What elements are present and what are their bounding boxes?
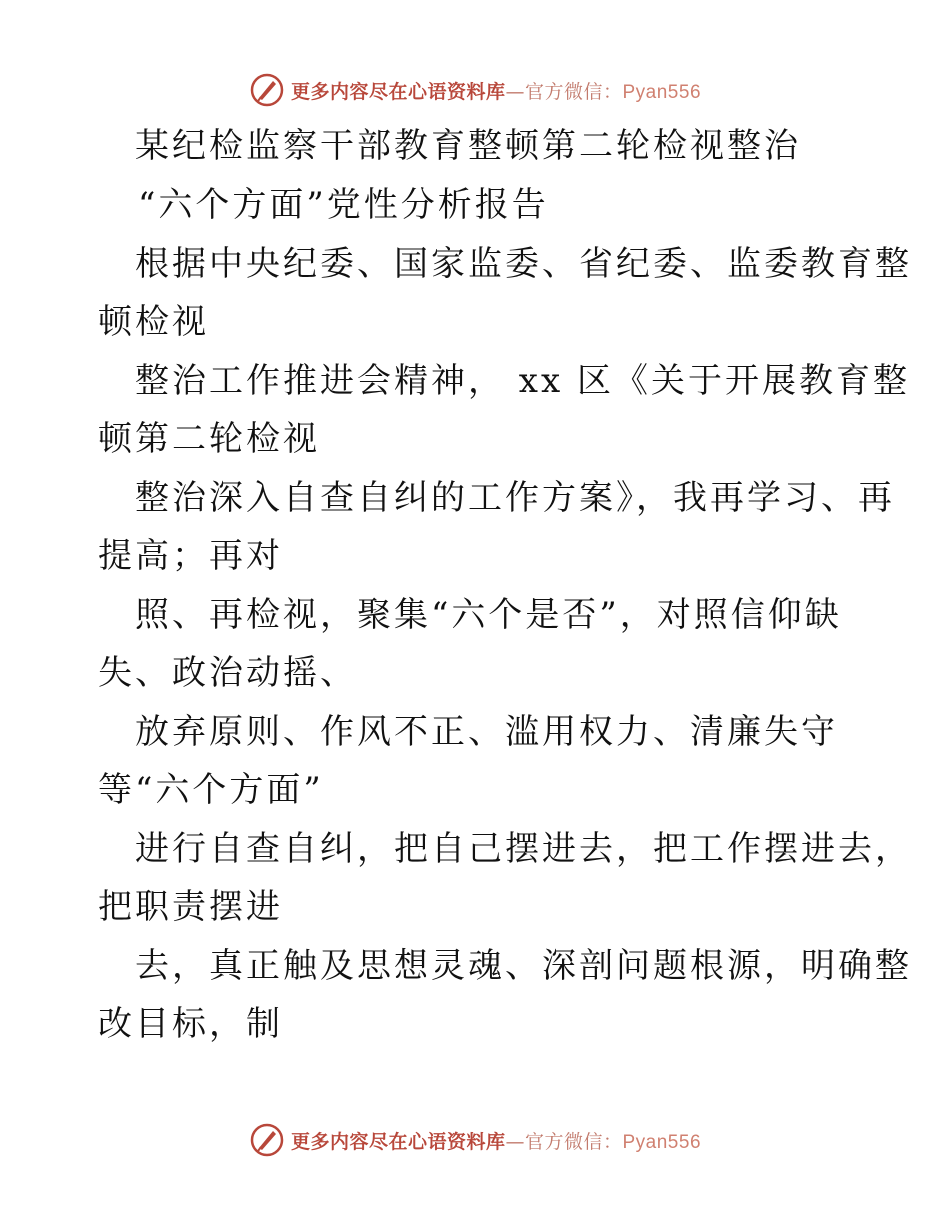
footer-watermark	[0, 1120, 950, 1160]
body-line: 根据中央纪委、国家监委、省纪委、监委教育整	[135, 244, 912, 284]
body-line: 放弃原则、作风不正、滥用权力、清廉失守	[135, 712, 838, 752]
watermark-text	[291, 1127, 701, 1154]
body-line: 照、再检视，聚集“六个是否”，对照信仰缺	[135, 595, 842, 635]
watermark-dash: —	[505, 1130, 525, 1153]
watermark-handle: Pyan556	[622, 81, 702, 103]
watermark-main-text: 更多内容尽在心语资料库	[290, 1130, 506, 1153]
body-line: 改目标，制	[98, 1004, 283, 1044]
watermark-suffix: 官方微信：	[524, 80, 623, 103]
document-title-line-1: 某纪检监察干部教育整顿第二轮检视整治	[135, 126, 801, 166]
body-line: 整治工作推进会精神， xx 区《关于开展教育整	[135, 361, 910, 401]
body-line: 顿检视	[98, 302, 209, 342]
watermark-text	[291, 77, 701, 104]
watermark-suffix: 官方微信：	[524, 1130, 623, 1153]
header-watermark	[0, 70, 950, 110]
watermark-dash: —	[505, 80, 525, 103]
body-line: 等“六个方面”	[98, 770, 324, 810]
watermark-main-text: 更多内容尽在心语资料库	[290, 80, 506, 103]
body-line: 整治深入自查自纠的工作方案》，我再学习、再	[135, 478, 895, 518]
watermark-handle: Pyan556	[622, 1131, 702, 1153]
body-line: 把职责摆进	[98, 887, 283, 927]
quill-pen-logo-icon	[249, 1122, 285, 1158]
body-line: 提高；再对	[98, 536, 283, 576]
quill-pen-logo-icon	[249, 72, 285, 108]
body-line: 失、政治动摇、	[98, 653, 357, 693]
body-line: 进行自查自纠，把自己摆进去，把工作摆进去，	[135, 829, 912, 869]
body-line: 去，真正触及思想灵魂、深剖问题根源，明确整	[135, 946, 912, 986]
body-line: 顿第二轮检视	[98, 419, 320, 459]
document-title-line-2: “六个方面”党性分析报告	[138, 185, 549, 225]
